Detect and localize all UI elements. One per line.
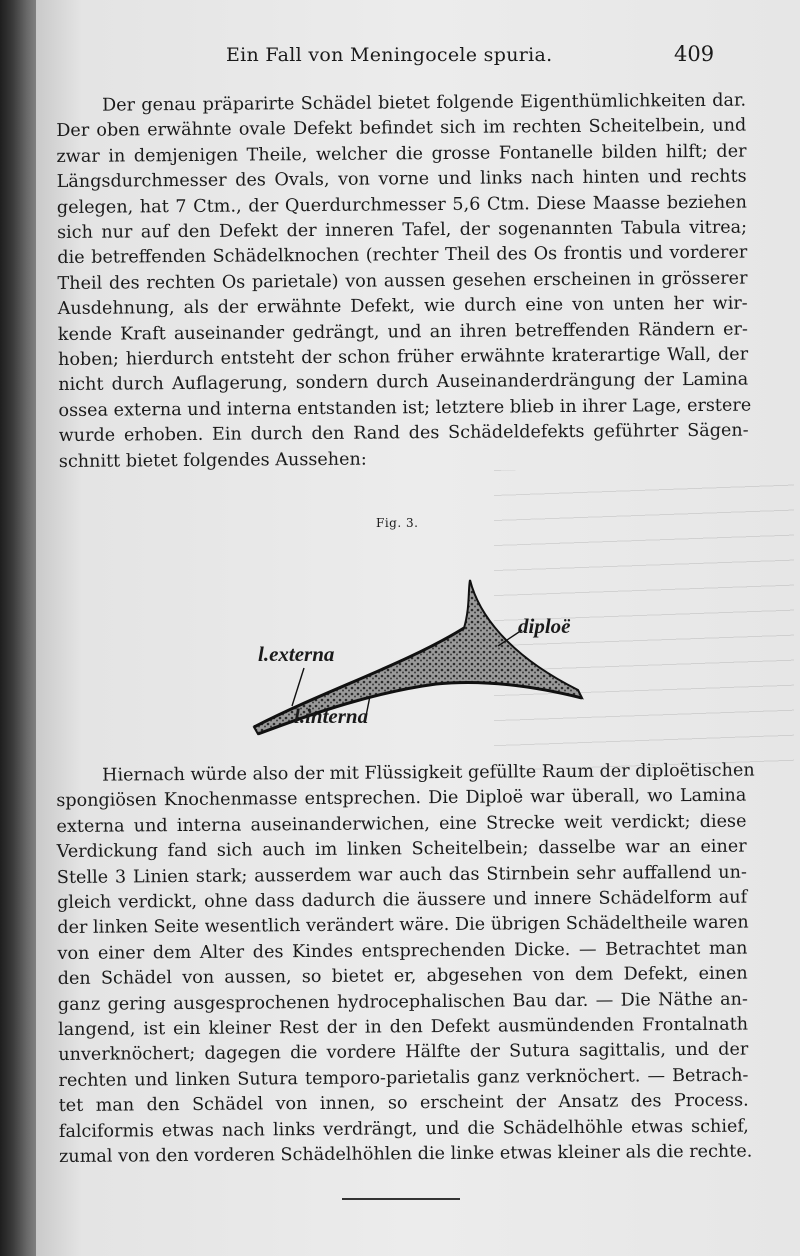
text-line: zwar in demjenigen Theile, welcher die grosse Fontanelle bilden hilft; der — [56, 141, 747, 167]
paragraph-1 — [56, 89, 752, 476]
text-line: tet man den Schädel von innen, so erscheint der Ansatz des Process. — [58, 1090, 749, 1117]
text-line: Ausdehnung, als der erwähnte Defekt, wie durch eine von unten her wir- — [57, 293, 748, 320]
page-number: 409 — [674, 42, 715, 66]
text-line: Theil des rechten Os parietale) von aussen gesehen erscheinen in grösserer — [57, 268, 748, 294]
text-line: langend, ist ein kleiner Rest der in den Defekt ausmündenden Frontalnath — [58, 1014, 749, 1041]
end-rule — [342, 1198, 460, 1200]
text-line: die betreffenden Schädelknochen (rechter Theil des Os frontis und vorderer — [57, 243, 748, 269]
paragraph-2 — [56, 759, 755, 1171]
text-line: unverknöchert; dagegen die vordere Hälfte der Sutura sagittalis, und der — [58, 1040, 749, 1066]
text-line: nicht durch Auflagerung, sondern durch Auseinanderdrängung der Lamina — [58, 370, 749, 396]
text-line: Hiernach würde also der mit Flüssigkeit gefüllte Raum der diploëtischen — [102, 760, 755, 786]
text-line: Stelle 3 Linien stark; ausserdem war auch das Stirnbein sehr auffallend un- — [56, 862, 747, 888]
text-line: Längsdurchmesser des Ovals, von vorne und links nach hinten und rechts — [56, 166, 747, 193]
book-page — [36, 0, 800, 1256]
text-line: kende Kraft auseinander gedrängt, und an ihren betreffenden Rändern er- — [57, 319, 748, 345]
label-lamina-interna: l.interna — [294, 704, 369, 728]
text-line: ossea externa und interna entstanden ist; letztere blieb in ihrer Lage, erstere — [58, 395, 752, 421]
text-line: rechten und linken Sutura temporo-parietalis ganz verknöchert. — Betrach- — [58, 1065, 749, 1091]
text-line: sich nur auf den Defekt der inneren Tafel, der sogenannten Tabula vitrea; — [57, 217, 748, 244]
text-line: gelegen, hat 7 Ctm., der Querdurchmesser 5,6 Ctm. Diese Maasse beziehen — [56, 192, 747, 218]
text-line: ganz gering ausgesprochenen hydrocephalischen Bau dar. — Die Näthe an- — [57, 989, 748, 1015]
running-title: Ein Fall von Meningocele spuria. — [226, 44, 553, 66]
text-line: gleich verdickt, ohne dass dadurch die äussere und innere Schädelform auf — [57, 887, 748, 914]
text-line: spongiösen Knochenmasse entsprechen. Die Diploë war überall, wo Lamina — [56, 785, 747, 812]
label-diploe: diploë — [518, 614, 571, 638]
text-line: von einer dem Alter des Kindes entsprechenden Dicke. — Betrachtet man — [57, 938, 748, 964]
figure-caption: Fig. 3. — [376, 516, 419, 530]
text-line: den Schädel von aussen, so bietet er, abgesehen von dem Defekt, einen — [57, 963, 748, 990]
text-line: schnitt bietet folgendes Aussehen: — [58, 449, 367, 472]
label-lamina-externa: l.externa — [258, 642, 335, 666]
text-line: wurde erhoben. Ein durch den Rand des Schädeldefekts geführter Sägen- — [58, 420, 749, 447]
text-line: Der genau präparirte Schädel bietet folgende Eigenthümlichkeiten dar. — [102, 90, 747, 116]
text-line: falciformis etwas nach links verdrängt, und die Schädelhöhle etwas schief, — [58, 1116, 749, 1142]
text-line: zumal von den vorderen Schädelhöhlen die linke etwas kleiner als die rechte. — [59, 1141, 753, 1168]
text-line: externa und interna auseinanderwichen, eine Strecke weit verdickt; diese — [56, 811, 747, 837]
text-line: hoben; hierdurch entsteht der schon früher erwähnte kraterartige Wall, der — [58, 344, 749, 371]
text-line: Der oben erwähnte ovale Defekt befindet sich im rechten Scheitelbein, und — [56, 115, 747, 142]
text-line: Verdickung fand sich auch im linken Scheitelbein; dasselbe war an einer — [56, 836, 747, 863]
text-line: der linken Seite wesentlich verändert wäre. Die übrigen Schädeltheile waren — [57, 913, 749, 939]
